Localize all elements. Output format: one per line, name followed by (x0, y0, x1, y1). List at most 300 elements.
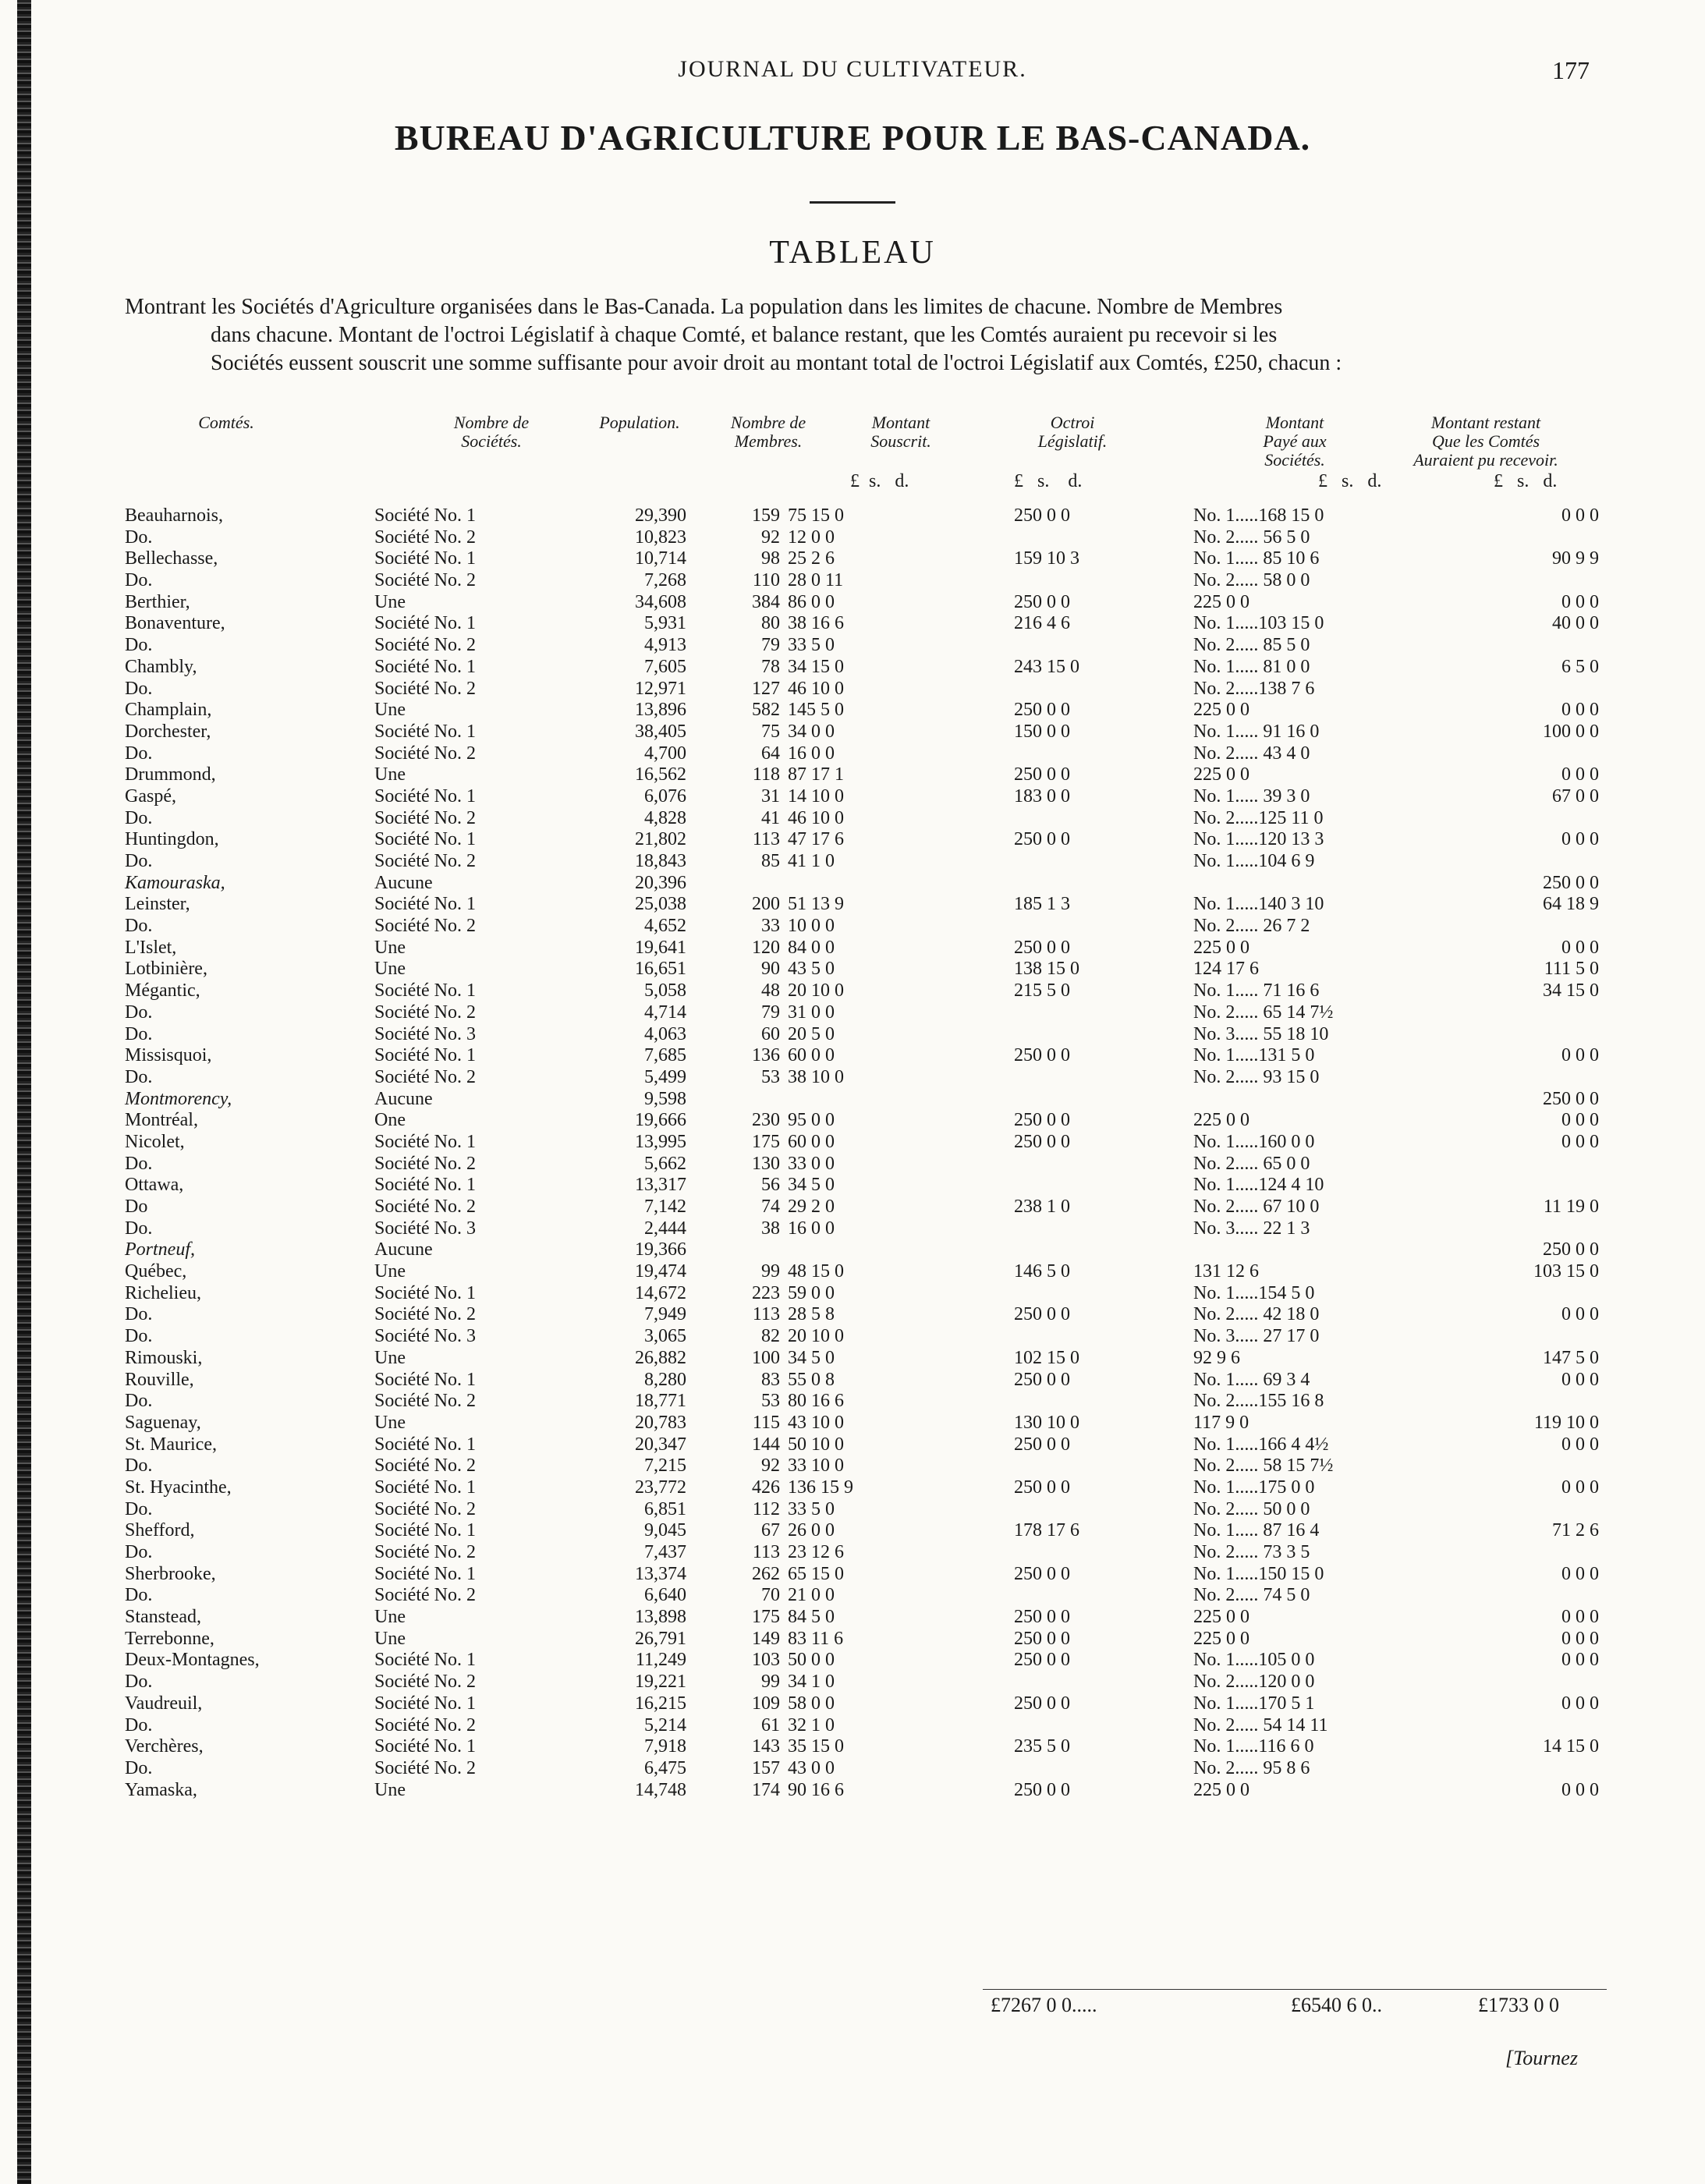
table-row (0, 1089, 1705, 1111)
population-cell: 19,221 (635, 1672, 686, 1693)
population-cell: 16,562 (635, 764, 686, 785)
table-row (0, 1110, 1705, 1132)
members-cell: 175 (752, 1607, 780, 1628)
header-line: Membres. (734, 431, 803, 451)
page-title: BUREAU D'AGRICULTURE POUR LE BAS-CANADA. (394, 118, 1311, 158)
header-line: Montant (871, 413, 930, 432)
members-cell: 80 (761, 613, 780, 634)
county-cell: Do. (125, 1218, 153, 1239)
society-cell: Une (374, 764, 406, 785)
society-cell: Société No. 1 (374, 980, 476, 1002)
balance-cell: 67 0 0 (1552, 785, 1599, 807)
paid-cell: No. 1.....120 13 3 (1193, 829, 1324, 850)
society-cell: Société No. 1 (374, 1282, 476, 1303)
society-cell: Une (374, 700, 406, 721)
members-cell: 136 (752, 1045, 780, 1066)
paid-cell: No. 2..... 73 3 5 (1193, 1542, 1310, 1562)
subscribed-cell: 46 10 0 (788, 807, 844, 828)
table-row (0, 1370, 1705, 1392)
society-cell: Société No. 2 (374, 807, 476, 828)
table-row (0, 786, 1705, 808)
society-cell: Société No. 2 (374, 916, 476, 937)
members-cell: 79 (761, 1002, 780, 1023)
society-cell: Une (374, 1628, 406, 1649)
county-cell: Terrebonne, (125, 1628, 214, 1649)
subscribed-cell: 38 16 6 (788, 613, 844, 634)
county-cell: Rimouski, (125, 1347, 203, 1368)
balance-cell: 0 0 0 (1561, 1628, 1599, 1649)
balance-cell: 0 0 0 (1561, 505, 1599, 526)
grant-cell: 146 5 0 (1014, 1261, 1070, 1282)
county-cell: Bonaventure, (125, 613, 225, 634)
subscribed-cell: 43 0 0 (788, 1757, 835, 1778)
header-county: Comtés. (198, 413, 254, 432)
subscribed-cell: 145 5 0 (788, 700, 844, 721)
grant-cell: 250 0 0 (1014, 1477, 1070, 1498)
county-cell: Do. (125, 1066, 153, 1087)
members-cell: 113 (752, 1542, 780, 1562)
table-row (0, 764, 1705, 786)
county-cell: Do. (125, 851, 153, 871)
society-cell: Société No. 1 (374, 1520, 476, 1541)
society-cell: Société No. 1 (374, 1369, 476, 1390)
society-cell: Société No. 2 (374, 1066, 476, 1087)
society-cell: Société No. 2 (374, 1714, 476, 1736)
society-cell: Société No. 2 (374, 570, 476, 591)
subscribed-cell: 59 0 0 (788, 1282, 835, 1303)
paid-cell: No. 3..... 22 1 3 (1193, 1218, 1310, 1239)
balance-cell: 0 0 0 (1561, 591, 1599, 612)
population-cell: 13,317 (635, 1175, 686, 1196)
paid-cell: No. 1..... 69 3 4 (1193, 1369, 1310, 1390)
society-cell: Société No. 1 (374, 829, 476, 850)
population-cell: 7,918 (644, 1736, 686, 1757)
table-row (0, 829, 1705, 851)
county-cell: Do. (125, 570, 153, 591)
paid-cell: No. 2..... 26 7 2 (1193, 916, 1310, 937)
county-cell: Ottawa, (125, 1175, 184, 1196)
members-cell: 100 (752, 1347, 780, 1368)
table-row (0, 1239, 1705, 1261)
population-cell: 3,065 (644, 1326, 686, 1347)
table-title: TABLEAU (769, 235, 936, 271)
paid-cell: No. 2.....120 0 0 (1193, 1672, 1315, 1693)
members-cell: 426 (752, 1477, 780, 1498)
members-cell: 223 (752, 1282, 780, 1303)
grant-cell: 250 0 0 (1014, 1434, 1070, 1455)
paid-cell: No. 2..... 56 5 0 (1193, 526, 1310, 548)
population-cell: 13,898 (635, 1607, 686, 1628)
members-cell: 67 (761, 1520, 780, 1541)
county-cell: Do. (125, 1757, 153, 1778)
grant-cell: 159 10 3 (1014, 548, 1079, 569)
society-cell: Société No. 1 (374, 613, 476, 634)
header-line: Que les Comtés (1431, 431, 1540, 451)
paid-cell: No. 2..... 54 14 11 (1193, 1714, 1328, 1736)
intro-line: dans chacune. Montant de l'octroi Législatif à chaque Comté, et balance restant, que les Comtés auraient pu recevoir si les (211, 323, 1278, 347)
table-row (0, 1672, 1705, 1693)
members-cell: 83 (761, 1369, 780, 1390)
running-head: JOURNAL DU CULTIVATEUR. (678, 56, 1027, 82)
grant-cell: 250 0 0 (1014, 591, 1070, 612)
header-line: Auraient pu recevoir. (1413, 450, 1558, 470)
county-cell: Dorchester, (125, 721, 211, 742)
county-cell: Do. (125, 526, 153, 548)
members-cell: 53 (761, 1391, 780, 1412)
table-row (0, 1045, 1705, 1067)
county-cell: Montmorency, (125, 1088, 232, 1109)
table-row (0, 1455, 1705, 1477)
county-cell: Gaspé, (125, 785, 176, 807)
members-cell: 118 (752, 764, 780, 785)
society-cell: Société No. 2 (374, 1153, 476, 1174)
population-cell: 7,685 (644, 1045, 686, 1066)
population-cell: 18,771 (635, 1391, 686, 1412)
subscribed-cell: 33 5 0 (788, 635, 835, 656)
grant-cell: 250 0 0 (1014, 1693, 1070, 1714)
table-row (0, 1758, 1705, 1780)
population-cell: 2,444 (644, 1218, 686, 1239)
society-cell: Une (374, 1347, 406, 1368)
balance-cell: 0 0 0 (1561, 700, 1599, 721)
header-subscribed (842, 413, 959, 451)
grant-cell: 250 0 0 (1014, 1110, 1070, 1131)
paid-cell: No. 3..... 27 17 0 (1193, 1326, 1320, 1347)
county-cell: Do. (125, 1153, 153, 1174)
members-cell: 130 (752, 1153, 780, 1174)
subscribed-cell: 14 10 0 (788, 785, 844, 807)
population-cell: 4,652 (644, 916, 686, 937)
society-cell: Société No. 1 (374, 1736, 476, 1757)
members-cell: 110 (752, 570, 780, 591)
subscribed-cell: 16 0 0 (788, 1218, 835, 1239)
population-cell: 10,714 (635, 548, 686, 569)
table-row (0, 1542, 1705, 1564)
subscribed-cell: 47 17 6 (788, 829, 844, 850)
society-cell: Société No. 2 (374, 743, 476, 764)
county-cell: Mégantic, (125, 980, 200, 1002)
table-row (0, 980, 1705, 1002)
members-cell: 92 (761, 526, 780, 548)
subscribed-cell: 12 0 0 (788, 526, 835, 548)
county-cell: Leinster, (125, 894, 190, 915)
balance-cell: 71 2 6 (1552, 1520, 1599, 1541)
balance-cell: 0 0 0 (1561, 1110, 1599, 1131)
header-line: Souscrit. (870, 431, 931, 451)
header-line: Sociétés. (461, 431, 522, 451)
members-cell: 41 (761, 807, 780, 828)
balance-cell: 103 15 0 (1533, 1261, 1599, 1282)
intro-line: Montrant les Sociétés d'Agriculture organisées dans le Bas-Canada. La population dans les limites de chacune. Nombre de Membres (125, 295, 1283, 319)
subscribed-cell: 26 0 0 (788, 1520, 835, 1541)
totals-rule (983, 1989, 1607, 1990)
subscribed-cell: 25 2 6 (788, 548, 835, 569)
subscribed-cell: 41 1 0 (788, 851, 835, 871)
balance-cell: 6 5 0 (1561, 656, 1599, 677)
table-row (0, 1002, 1705, 1024)
balance-cell: 250 0 0 (1543, 872, 1599, 893)
county-cell: Do. (125, 1304, 153, 1325)
county-cell: Do. (125, 1326, 153, 1347)
county-cell: Do. (125, 1714, 153, 1736)
subscribed-cell: 32 1 0 (788, 1714, 835, 1736)
paid-cell: No. 1.....140 3 10 (1193, 894, 1324, 915)
balance-cell: 100 0 0 (1543, 721, 1599, 742)
county-cell: Do. (125, 635, 153, 656)
grant-cell: 130 10 0 (1014, 1412, 1079, 1433)
society-cell: Société No. 1 (374, 505, 476, 526)
grant-cell: 250 0 0 (1014, 764, 1070, 785)
header-line: Montant (1265, 413, 1324, 432)
county-cell: Verchères, (125, 1736, 204, 1757)
society-cell: Société No. 3 (374, 1326, 476, 1347)
balance-cell: 0 0 0 (1561, 1477, 1599, 1498)
members-cell: 60 (761, 1023, 780, 1044)
county-cell: Yamaska, (125, 1779, 197, 1800)
subscribed-cell: 16 0 0 (788, 743, 835, 764)
society-cell: Aucune (374, 1088, 433, 1109)
subscribed-cell: 28 0 11 (788, 570, 844, 591)
county-cell: Portneuf, (125, 1239, 195, 1260)
population-cell: 11,249 (635, 1650, 686, 1671)
county-cell: Bellechasse, (125, 548, 218, 569)
population-cell: 7,142 (644, 1197, 686, 1217)
members-cell: 174 (752, 1779, 780, 1800)
paid-cell: 225 0 0 (1193, 1779, 1250, 1800)
table-row (0, 1585, 1705, 1607)
table-row (0, 959, 1705, 980)
grant-cell: 150 0 0 (1014, 721, 1070, 742)
balance-cell: 40 0 0 (1552, 613, 1599, 634)
subscribed-cell: 60 0 0 (788, 1131, 835, 1152)
population-cell: 13,374 (635, 1563, 686, 1584)
population-cell: 4,828 (644, 807, 686, 828)
subscribed-cell: 33 0 0 (788, 1153, 835, 1174)
society-cell: Société No. 2 (374, 1197, 476, 1217)
paid-cell: No. 2..... 67 10 0 (1193, 1197, 1320, 1217)
county-cell: Champlain, (125, 700, 212, 721)
table-row (0, 1218, 1705, 1240)
members-cell: 99 (761, 1672, 780, 1693)
society-cell: Société No. 2 (374, 1498, 476, 1519)
subscribed-cell: 60 0 0 (788, 1045, 835, 1066)
table-row (0, 1261, 1705, 1283)
header-population: Population. (599, 413, 680, 432)
population-cell: 20,347 (635, 1434, 686, 1455)
population-cell: 16,651 (635, 959, 686, 980)
paid-cell: No. 1.....160 0 0 (1193, 1131, 1315, 1152)
members-cell: 64 (761, 743, 780, 764)
table-row (0, 873, 1705, 895)
paid-cell: 225 0 0 (1193, 1607, 1250, 1628)
members-cell: 120 (752, 937, 780, 958)
paid-cell: No. 2..... 58 0 0 (1193, 570, 1310, 591)
society-cell: Société No. 1 (374, 785, 476, 807)
society-cell: Société No. 1 (374, 1477, 476, 1498)
members-cell: 113 (752, 829, 780, 850)
table-row (0, 1477, 1705, 1499)
county-cell: Do. (125, 678, 153, 699)
county-cell: Saguenay, (125, 1412, 201, 1433)
paid-cell: No. 1.....154 5 0 (1193, 1282, 1315, 1303)
society-cell: Société No. 1 (374, 1175, 476, 1196)
table-row (0, 1132, 1705, 1154)
subscribed-cell: 48 15 0 (788, 1261, 844, 1282)
county-cell: Berthier, (125, 591, 190, 612)
subscribed-cell: 65 15 0 (788, 1563, 844, 1584)
grant-cell: 250 0 0 (1014, 1563, 1070, 1584)
subscribed-cell: 34 5 0 (788, 1175, 835, 1196)
population-cell: 13,995 (635, 1131, 686, 1152)
population-cell: 6,851 (644, 1498, 686, 1519)
grant-cell: 102 15 0 (1014, 1347, 1079, 1368)
subscribed-cell: 34 1 0 (788, 1672, 835, 1693)
paid-cell: No. 1.....166 4 4½ (1193, 1434, 1329, 1455)
grant-cell: 138 15 0 (1014, 959, 1079, 980)
society-cell: Société No. 2 (374, 526, 476, 548)
table-row (0, 570, 1705, 592)
county-cell: Drummond, (125, 764, 216, 785)
table-row (0, 1175, 1705, 1197)
subscribed-cell: 34 15 0 (788, 656, 844, 677)
members-cell: 112 (752, 1498, 780, 1519)
grant-cell: 183 0 0 (1014, 785, 1070, 807)
table-row (0, 527, 1705, 549)
members-cell: 90 (761, 959, 780, 980)
header-balance (1373, 413, 1599, 470)
paid-cell: No. 1..... 87 16 4 (1193, 1520, 1320, 1541)
members-cell: 33 (761, 916, 780, 937)
subscribed-cell: 10 0 0 (788, 916, 835, 937)
population-cell: 9,598 (644, 1088, 686, 1109)
subscribed-cell: 29 2 0 (788, 1197, 835, 1217)
total-balance: £1733 0 0 (1478, 1994, 1559, 2016)
society-cell: Société No. 2 (374, 1757, 476, 1778)
paid-cell: No. 1.....104 6 9 (1193, 851, 1315, 871)
population-cell: 14,672 (635, 1282, 686, 1303)
table-row (0, 894, 1705, 916)
population-cell: 9,045 (644, 1520, 686, 1541)
society-cell: Une (374, 937, 406, 958)
members-cell: 144 (752, 1434, 780, 1455)
paid-cell: 225 0 0 (1193, 937, 1250, 958)
paid-cell: No. 2..... 42 18 0 (1193, 1304, 1320, 1325)
county-cell: Kamouraska, (125, 872, 225, 893)
units-balance: £ s. d. (1494, 471, 1558, 491)
paid-cell: No. 2.....155 16 8 (1193, 1391, 1324, 1412)
subscribed-cell: 136 15 9 (788, 1477, 853, 1498)
grant-cell: 250 0 0 (1014, 829, 1070, 850)
intro-paragraph (125, 293, 1588, 378)
subscribed-cell: 34 5 0 (788, 1347, 835, 1368)
paid-cell: No. 1..... 85 10 6 (1193, 548, 1320, 569)
balance-cell: 64 18 9 (1543, 894, 1599, 915)
society-cell: Société No. 2 (374, 1002, 476, 1023)
members-cell: 99 (761, 1261, 780, 1282)
members-cell: 61 (761, 1714, 780, 1736)
grant-cell: 178 17 6 (1014, 1520, 1079, 1541)
table-row (0, 1736, 1705, 1758)
members-cell: 98 (761, 548, 780, 569)
balance-cell: 11 19 0 (1543, 1197, 1599, 1217)
grant-cell: 250 0 0 (1014, 1045, 1070, 1066)
population-cell: 19,366 (635, 1239, 686, 1260)
members-cell: 85 (761, 851, 780, 871)
paid-cell: 124 17 6 (1193, 959, 1259, 980)
paid-cell: No. 1.....175 0 0 (1193, 1477, 1315, 1498)
members-cell: 109 (752, 1693, 780, 1714)
table-row (0, 1391, 1705, 1413)
header-societies (421, 413, 562, 451)
balance-cell: 0 0 0 (1561, 937, 1599, 958)
county-cell: Do. (125, 1672, 153, 1693)
population-cell: 6,640 (644, 1585, 686, 1606)
paid-cell: No. 1..... 81 0 0 (1193, 656, 1310, 677)
members-cell: 159 (752, 505, 780, 526)
population-cell: 20,783 (635, 1412, 686, 1433)
members-cell: 230 (752, 1110, 780, 1131)
grant-cell: 216 4 6 (1014, 613, 1070, 634)
balance-cell: 0 0 0 (1561, 1779, 1599, 1800)
society-cell: Société No. 2 (374, 1542, 476, 1562)
total-paid: £6540 6 0.. (1291, 1994, 1382, 2016)
county-cell: Lotbinière, (125, 959, 207, 980)
population-cell: 19,666 (635, 1110, 686, 1131)
header-line: Nombre de (730, 413, 806, 432)
grant-cell: 215 5 0 (1014, 980, 1070, 1002)
balance-cell: 0 0 0 (1561, 829, 1599, 850)
members-cell: 115 (752, 1412, 780, 1433)
balance-cell: 0 0 0 (1561, 1607, 1599, 1628)
county-cell: Do. (125, 1023, 153, 1044)
units-paid: £ s. d. (1318, 471, 1382, 491)
subscribed-cell: 50 10 0 (788, 1434, 844, 1455)
table-row (0, 1780, 1705, 1802)
subscribed-cell: 21 0 0 (788, 1585, 835, 1606)
population-cell: 5,931 (644, 613, 686, 634)
members-cell: 200 (752, 894, 780, 915)
paid-cell: No. 2..... 74 5 0 (1193, 1585, 1310, 1606)
table-row (0, 1520, 1705, 1542)
society-cell: Une (374, 1779, 406, 1800)
subscribed-cell: 46 10 0 (788, 678, 844, 699)
members-cell: 78 (761, 656, 780, 677)
paid-cell: No. 2..... 50 0 0 (1193, 1498, 1310, 1519)
header-members (710, 413, 827, 451)
population-cell: 5,662 (644, 1153, 686, 1174)
society-cell: Société No. 1 (374, 548, 476, 569)
balance-cell: 250 0 0 (1543, 1239, 1599, 1260)
subscribed-cell: 20 10 0 (788, 1326, 844, 1347)
county-cell: Chambly, (125, 656, 197, 677)
table-row (0, 1283, 1705, 1305)
population-cell: 21,802 (635, 829, 686, 850)
county-cell: Sherbrooke, (125, 1563, 216, 1584)
population-cell: 18,843 (635, 851, 686, 871)
society-cell: Société No. 1 (374, 1650, 476, 1671)
county-cell: Shefford, (125, 1520, 195, 1541)
header-line: Payé aux (1263, 431, 1327, 451)
population-cell: 7,215 (644, 1455, 686, 1477)
county-cell: Do. (125, 1498, 153, 1519)
county-cell: Do. (125, 916, 153, 937)
members-cell: 157 (752, 1757, 780, 1778)
table-row (0, 938, 1705, 959)
members-cell: 48 (761, 980, 780, 1002)
society-cell: Société No. 2 (374, 1672, 476, 1693)
table-row (0, 851, 1705, 873)
society-cell: Une (374, 1607, 406, 1628)
